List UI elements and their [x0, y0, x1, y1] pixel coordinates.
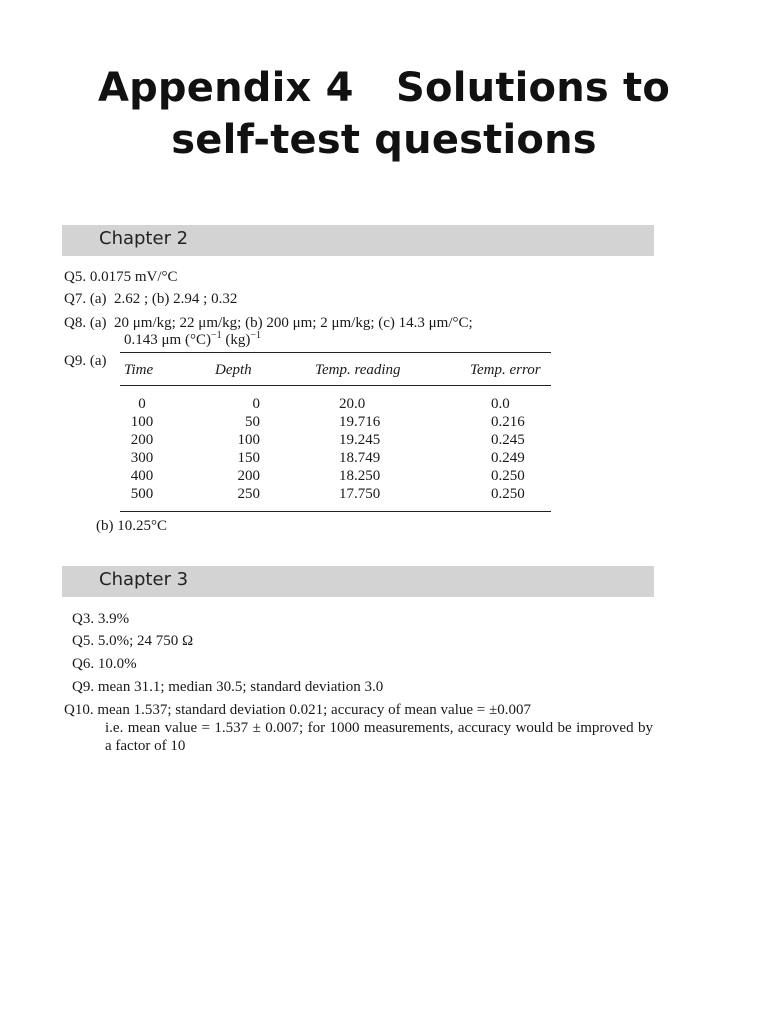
cell-depth: 0	[252, 396, 260, 412]
answer-text: (a) 20 μm/kg; 22 μm/kg; (b) 200 μm; 2 μm/kg; (c) 14.3 μm/°C;	[89, 315, 473, 331]
question-number: Q5.	[64, 269, 87, 285]
question-number: Q6.	[72, 656, 95, 672]
cell-time: 0	[138, 396, 146, 412]
column-header: Depth	[215, 362, 252, 378]
answer-text: 0.143 μm (°C)	[124, 332, 211, 348]
question-number: Q5.	[72, 633, 95, 649]
ch3-q10	[64, 701, 531, 719]
cell-temp-reading: 19.716	[339, 414, 381, 430]
table-row	[0, 467, 768, 485]
ch2-q9	[64, 352, 107, 370]
chapter-3-heading: Chapter 3	[99, 569, 189, 590]
cell-time: 200	[130, 432, 154, 448]
table-row	[0, 485, 768, 503]
table-row	[0, 395, 768, 413]
cell-temp-error: 0.0	[491, 396, 510, 412]
cell-temp-error: 0.250	[491, 468, 525, 484]
part-label: (a)	[89, 353, 107, 369]
answer-text: (kg)	[221, 332, 251, 348]
answer-text: 0.0175 mV/°C	[89, 269, 178, 285]
cell-temp-error: 0.249	[491, 450, 525, 466]
ch3-q3	[72, 610, 129, 628]
column-header: Time	[124, 362, 154, 378]
part-label: (b)	[96, 518, 114, 534]
answer-text: 5.0%; 24 750 Ω	[97, 633, 194, 649]
ch2-q5	[64, 268, 178, 286]
ch3-q5	[72, 632, 193, 650]
answer-text: 3.9%	[97, 611, 130, 627]
chapter-3-heading-bar	[62, 566, 654, 597]
header-rule	[120, 385, 551, 386]
cell-temp-error: 0.245	[491, 432, 525, 448]
cell-temp-error: 0.250	[491, 486, 525, 502]
exponent: −1	[250, 330, 261, 341]
table-bottom-rule	[120, 511, 551, 512]
ch2-q8-line-2	[124, 331, 261, 349]
cell-temp-reading: 17.750	[339, 486, 381, 502]
column-header: Temp. error	[470, 362, 541, 378]
ch3-q10-continuation: i.e. mean value = 1.537 ± 0.007; for 1000 measurements, accuracy would be improved by a factor of 10	[105, 720, 653, 754]
table-row	[0, 449, 768, 467]
cell-depth: 100	[237, 432, 260, 448]
question-number: Q9.	[64, 353, 87, 369]
exponent: −1	[210, 330, 222, 341]
ch3-q6	[72, 655, 137, 673]
cell-temp-error: 0.216	[491, 414, 525, 430]
chapter-2-heading: Chapter 2	[99, 228, 189, 249]
cell-temp-reading: 18.749	[339, 450, 381, 466]
cell-temp-reading: 19.245	[339, 432, 381, 448]
table-top-rule	[120, 352, 551, 353]
question-number: Q10.	[64, 702, 94, 718]
ch2-q8	[64, 314, 473, 332]
table-row	[0, 431, 768, 449]
question-number: Q3.	[72, 611, 95, 627]
page-title	[60, 62, 708, 166]
column-header: Temp. reading	[315, 362, 401, 378]
answer-text: mean 31.1; median 30.5; standard deviation 3.0	[97, 679, 384, 695]
cell-time: 400	[130, 468, 154, 484]
ch2-q9-part-b	[96, 517, 167, 535]
answer-text: 10.25°C	[117, 518, 168, 534]
cell-depth: 50	[245, 414, 260, 430]
answer-text: 10.0%	[97, 656, 137, 672]
table-row	[0, 413, 768, 431]
cell-depth: 200	[237, 468, 260, 484]
cell-depth: 150	[237, 450, 260, 466]
question-number: Q7.	[64, 291, 87, 307]
ch3-q9	[72, 678, 383, 696]
cell-time: 500	[130, 486, 154, 502]
chapter-2-heading-bar	[62, 225, 654, 256]
question-number: Q8.	[64, 315, 87, 331]
cell-temp-reading: 20.0	[339, 396, 366, 412]
cell-time: 100	[130, 414, 154, 430]
title-line-1: Appendix 4 Solutions to	[97, 65, 671, 111]
ch2-q7	[64, 290, 237, 308]
cell-depth: 250	[237, 486, 260, 502]
cell-time: 300	[130, 450, 154, 466]
answer-text: (a) 2.62 ; (b) 2.94 ; 0.32	[89, 291, 238, 307]
question-number: Q9.	[72, 679, 95, 695]
answer-text: mean 1.537; standard deviation 0.021; accuracy of mean value = ±0.007	[97, 702, 531, 718]
title-line-2: self-test questions	[171, 117, 597, 163]
cell-temp-reading: 18.250	[339, 468, 381, 484]
